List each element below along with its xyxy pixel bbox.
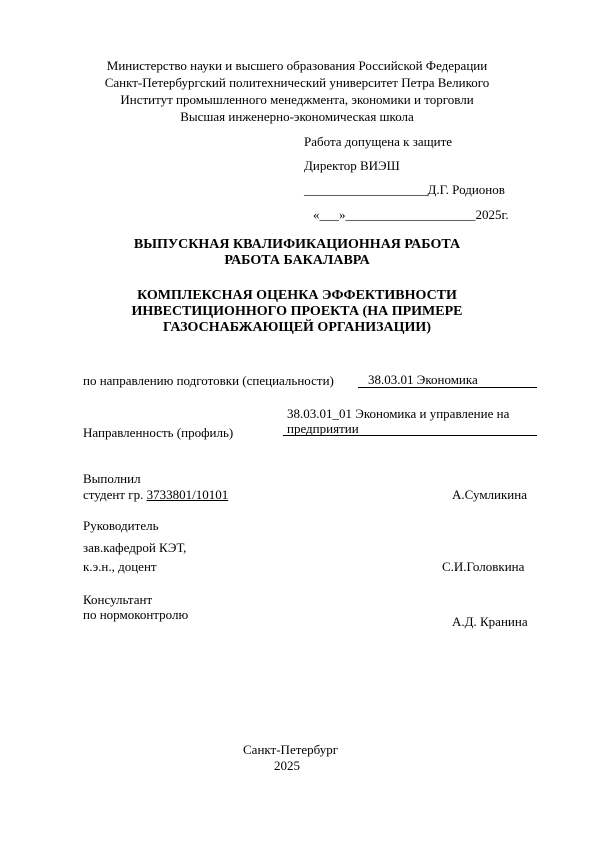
header-line-university: Санкт-Петербургский политехнический университет Петра Великого (104, 75, 490, 90)
approval-signature-line: ___________________Д.Г. Родионов (304, 182, 505, 197)
profile-value-line1: 38.03.01_01 Экономика и управление на (287, 406, 510, 421)
work-type-line2: РАБОТА БАКАЛАВРА (224, 253, 370, 268)
consultant-role: по нормоконтролю (83, 607, 189, 622)
profile-label: Направленность (профиль) (83, 425, 234, 440)
approval-date-line: «___»____________________2025г. (313, 207, 509, 222)
supervisor-degree: к.э.н., доцент (83, 559, 157, 574)
header-line-school: Высшая инженерно-экономическая школа (180, 109, 414, 124)
header-line-institute: Институт промышленного менеджмента, экономики и торговли (120, 92, 474, 107)
footer-city: Санкт-Петербург (243, 742, 339, 757)
profile-value-line2: предприятии (287, 421, 359, 436)
profile-underline (283, 435, 537, 436)
performed-label: Выполнил (83, 471, 141, 486)
student-name: А.Сумликина (452, 487, 527, 502)
direction-value: 38.03.01 Экономика (368, 372, 478, 387)
student-prefix: студент гр. (83, 487, 147, 502)
header-line-ministry: Министерство науки и высшего образования Российской Федерации (106, 58, 488, 73)
supervisor-label: Руководитель (83, 518, 159, 533)
approval-director: Директор ВИЭШ (304, 158, 400, 173)
direction-underline (358, 387, 537, 388)
approval-admitted: Работа допущена к защите (304, 134, 453, 149)
topic-line3: ГАЗОСНАБЖАЮЩЕЙ ОРГАНИЗАЦИИ) (163, 320, 431, 335)
topic-title (0, 288, 594, 336)
student-group: 3733801/10101 (146, 487, 229, 502)
footer-year: 2025 (274, 758, 300, 773)
ministry-header (0, 57, 594, 125)
consultant-name: А.Д. Кранина (452, 614, 528, 629)
student-line (83, 487, 228, 502)
work-type-title (0, 237, 594, 269)
topic-line1: КОМПЛЕКСНАЯ ОЦЕНКА ЭФФЕКТИВНОСТИ (137, 288, 457, 303)
consultant-label: Консультант (83, 592, 153, 607)
work-type-line1: ВЫПУСКНАЯ КВАЛИФИКАЦИОННАЯ РАБОТА (133, 237, 461, 252)
supervisor-position: зав.кафедрой КЭТ, (83, 540, 187, 555)
topic-line2: ИНВЕСТИЦИОННОГО ПРОЕКТА (НА ПРИМЕРЕ (131, 304, 463, 319)
direction-label: по направлению подготовки (специальности) (83, 373, 334, 388)
supervisor-name: С.И.Головкина (442, 559, 525, 574)
